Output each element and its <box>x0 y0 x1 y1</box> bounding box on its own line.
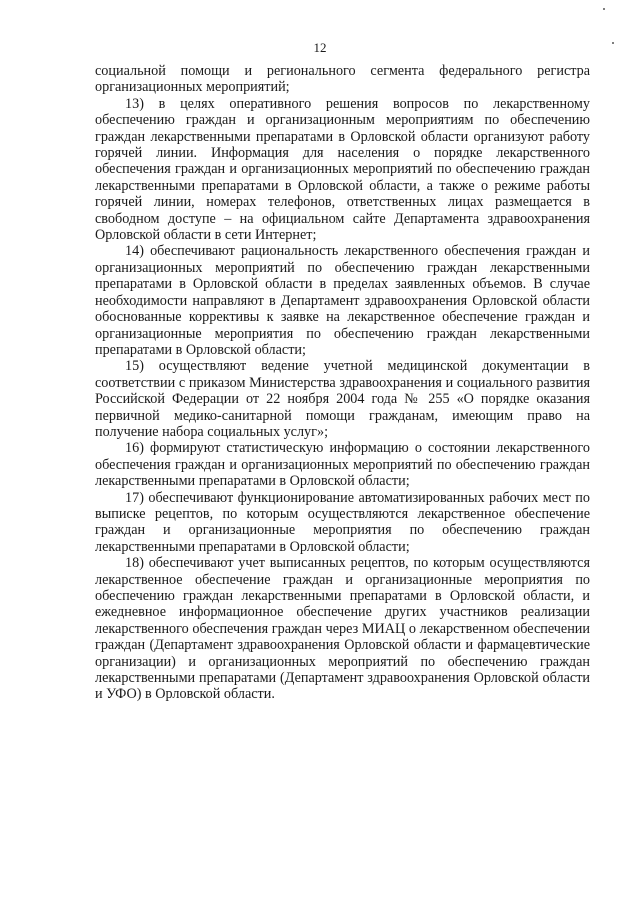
paragraph-item-13: 13) в целях оперативного решения вопросов по лекарственному обеспечению граждан и организационным мероприятиям по обеспечению граждан лекарственными препаратами в Орловской области организуют работу горячей линии. Информация для населения о порядке лекарственного обеспечения граждан и организационных мероприятий по обеспечению граждан лекарственными препаратами в Орловской области, а также о режиме работы горячей линии, номерах телефонов, ответственных лицах размещается в свободном доступе – на официальном сайте Департамента здравоохранения Орловской области в сети Интернет; <box>95 95 590 244</box>
page-number: 12 <box>313 40 327 55</box>
paragraph-item-17: 17) обеспечивают функционирование автоматизированных рабочих мест по выписке рецептов, по которым осуществляются лекарственное обеспечение граждан и организационные мероприятия по обеспечению граждан лекарственными препаратами в Орловской области; <box>95 489 590 555</box>
scan-speck <box>603 8 605 10</box>
paragraph-item-16: 16) формируют статистическую информацию о состоянии лекарственного обеспечения граждан и организационных мероприятий по обеспечению граждан лекарственными препаратами в Орловской области; <box>95 440 590 490</box>
paragraph-item-18: 18) обеспечивают учет выписанных рецептов, по которым осуществляются лекарственное обеспечение граждан и организационные мероприятия по обеспечению граждан лекарственными препаратами в Орловской области, и ежедневное информационное обеспечение других участников реализации лекарственного обеспечения граждан через МИАЦ о лекарственном обеспечении граждан (Департамент здравоохранения Орловской области и фармацевтические организации) и организационных мероприятий по обеспечению граждан лекарственными препаратами (Департамент здравоохранения Орловской области и УФО) в Орловской области. <box>95 555 590 703</box>
document-body <box>95 63 590 703</box>
paragraph-continuation: социальной помощи и регионального сегмента федерального регистра организационных мероприятий; <box>95 63 590 96</box>
paragraph-item-15: 15) осуществляют ведение учетной медицинской документации в соответствии с приказом Министерства здравоохранения и социального развития Российской Федерации от 22 ноября 2004 года № 255 «О порядке оказания первичной медико-санитарной помощи гражданам, имеющим право на получение набора социальных услуг»; <box>95 358 590 440</box>
paragraph-item-14: 14) обеспечивают рациональность лекарственного обеспечения граждан и организационных мероприятий по обеспечению граждан лекарственными препаратами в Орловской области в пределах заявленных объемов. В случае необходимости направляют в Департамент здравоохранения Орловской области обоснованные коррективы к заявке на лекарственное обеспечение граждан и организационные мероприятия по обеспечению граждан лекарственными препаратами в Орловской области; <box>95 243 590 358</box>
